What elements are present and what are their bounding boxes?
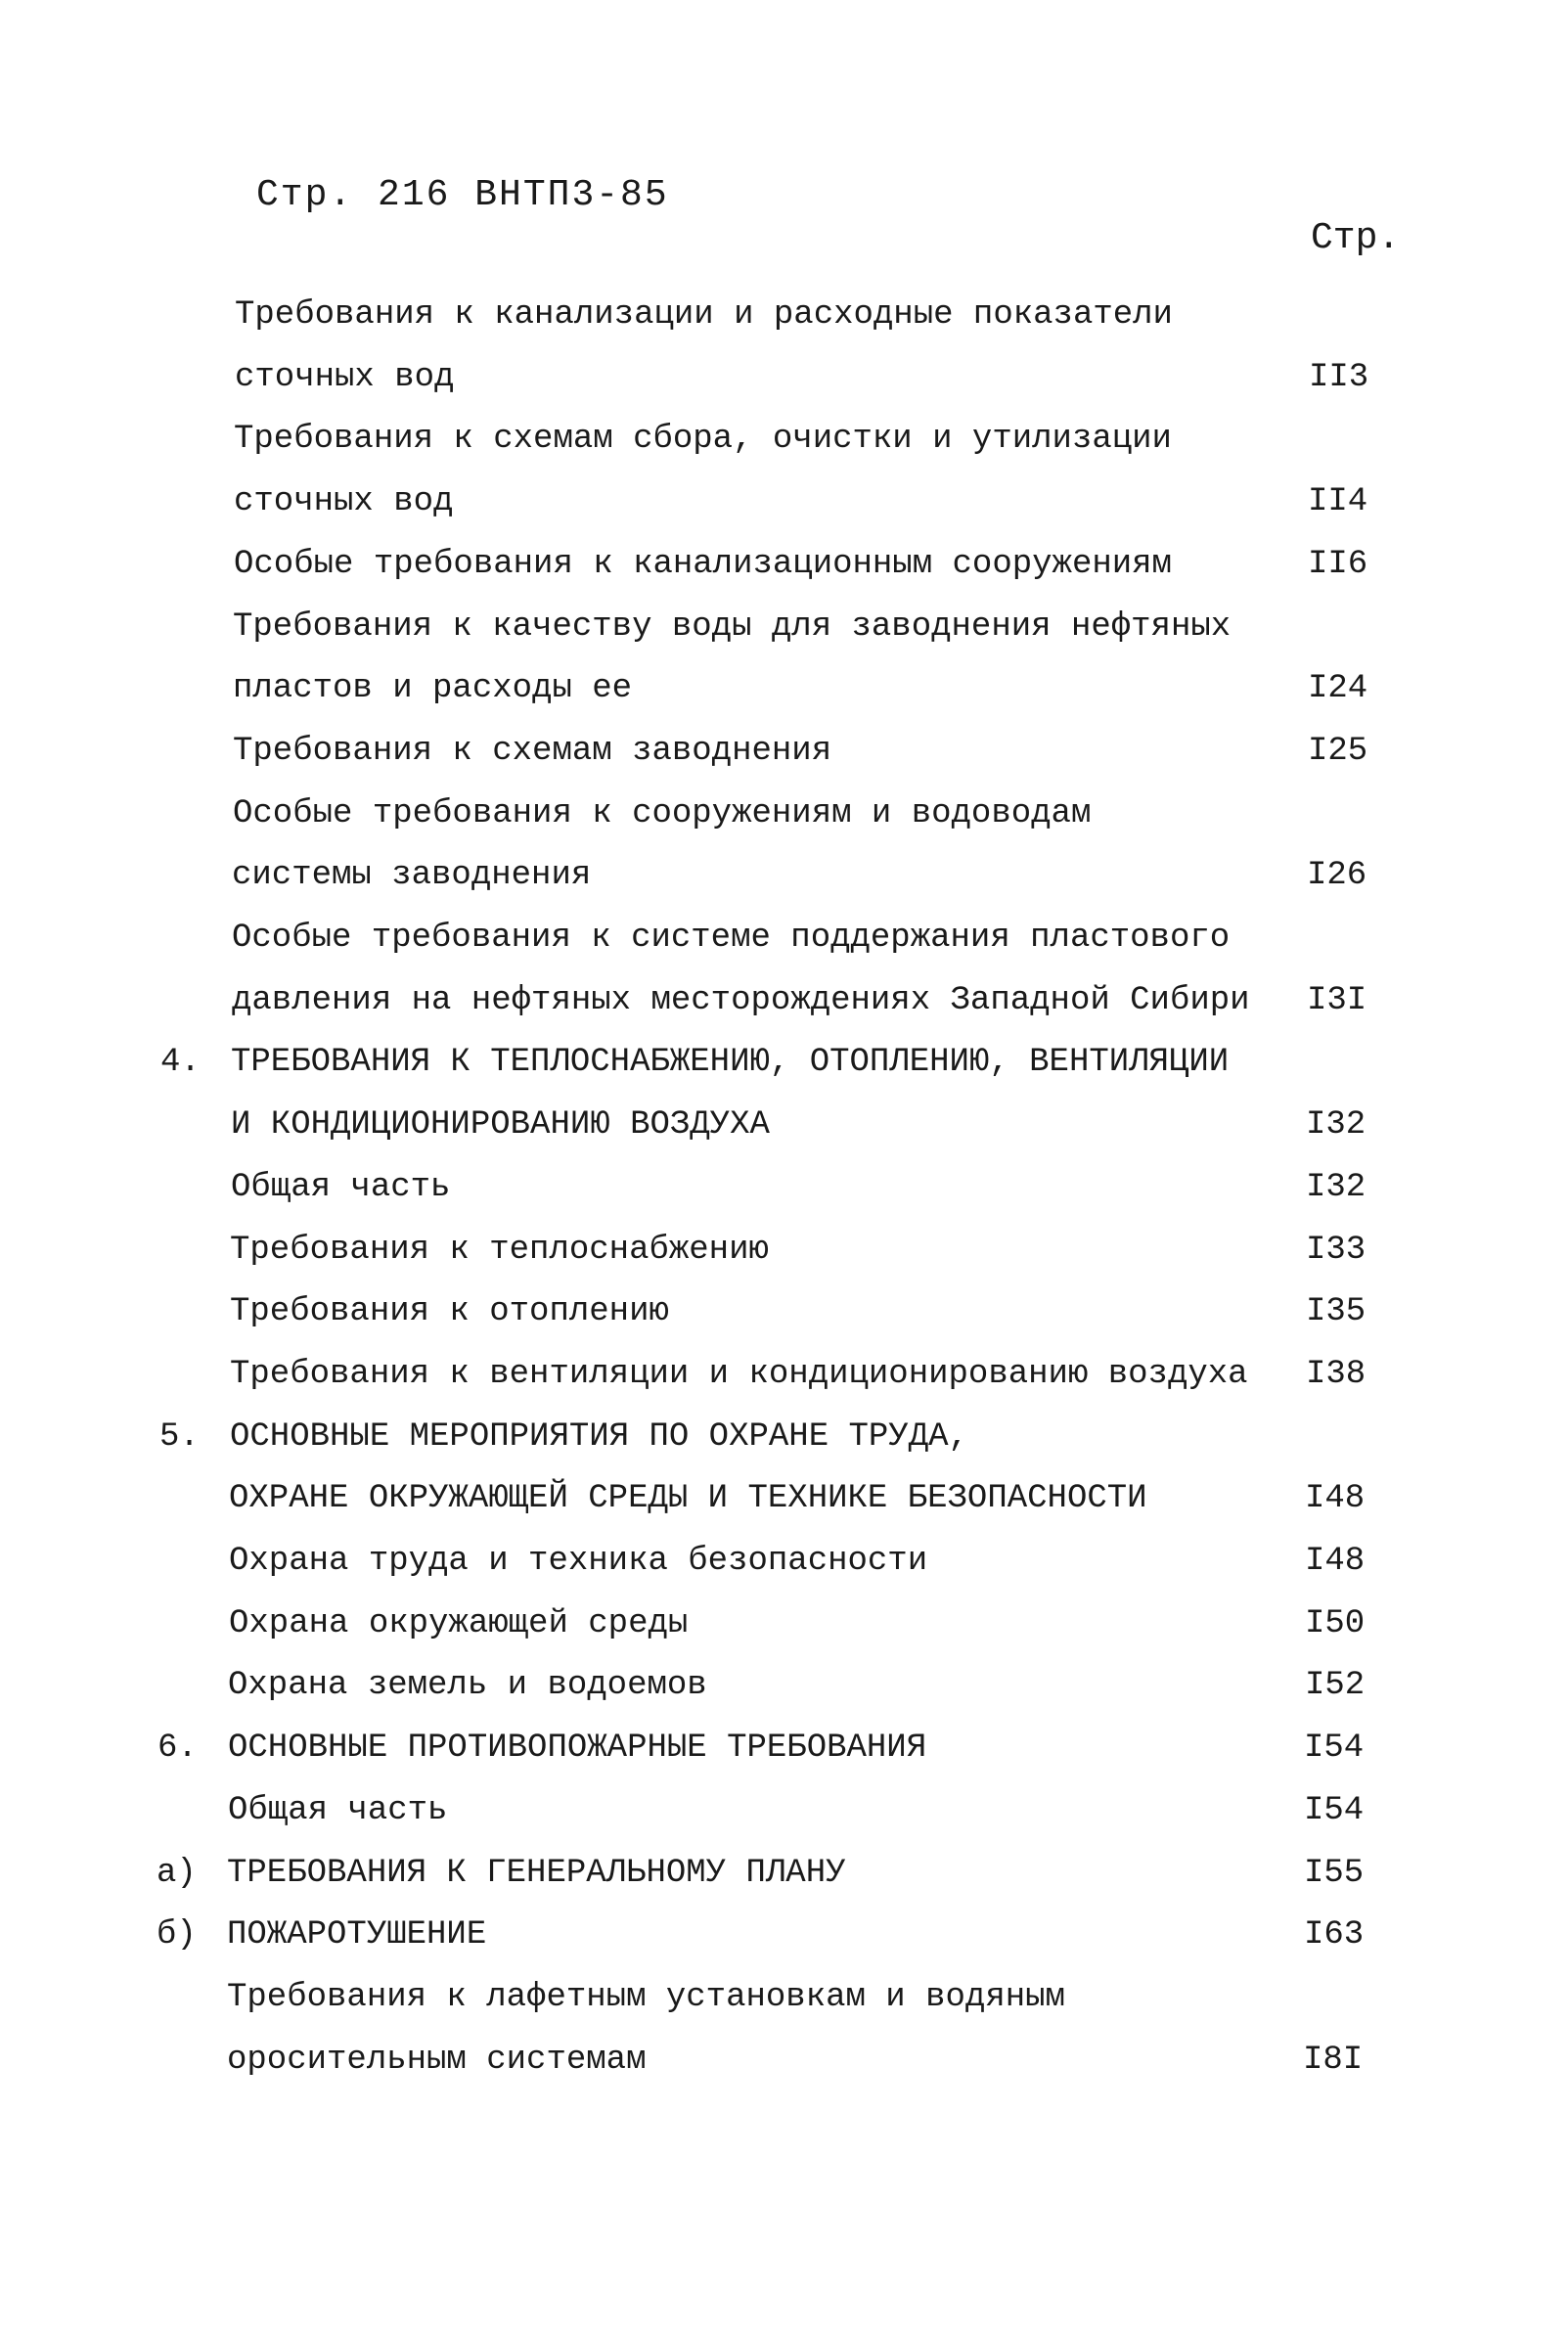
toc-page-number: II3: [1309, 359, 1369, 396]
toc-marker: 6.: [157, 1730, 198, 1767]
toc-entry-text: ТРЕБОВАНИЯ К ГЕНЕРАЛЬНОМУ ПЛАНУ: [227, 1855, 846, 1892]
toc-entry-text: И КОНДИЦИОНИРОВАНИЮ ВОЗДУХА: [231, 1106, 770, 1144]
toc-page-number: II6: [1308, 546, 1368, 583]
toc-entry-text: Охрана окружающей среды: [229, 1605, 689, 1642]
toc-entry-text: Общая часть: [228, 1792, 448, 1829]
toc-entry-text: Требования к отоплению: [230, 1293, 669, 1330]
toc-entry-text: Особые требования к системе поддержания пластового: [232, 920, 1231, 957]
toc-page-number: II4: [1308, 483, 1368, 520]
toc-entry-text: Требования к качеству воды для заводнения нефтяных: [233, 608, 1232, 646]
toc-entry-text: Требования к канализации и расходные показатели: [235, 296, 1173, 334]
toc-page-number: I54: [1304, 1730, 1365, 1767]
toc-page-number: I32: [1306, 1106, 1366, 1144]
toc-page-number: I33: [1306, 1232, 1366, 1269]
toc-entry-text: давления на нефтяных месторождениях Западной Сибири: [232, 982, 1250, 1019]
toc-page-number: I32: [1306, 1169, 1366, 1206]
toc-marker: б): [157, 1916, 197, 1954]
toc-entry-text: Особые требования к сооружениям и водоводам: [233, 795, 1092, 832]
toc-marker: 4.: [160, 1044, 201, 1081]
toc-page-number: I26: [1307, 857, 1367, 894]
toc-entry-text: Требования к теплоснабжению: [230, 1232, 769, 1269]
toc-page-number: I8I: [1303, 2042, 1364, 2079]
toc-marker: 5.: [159, 1418, 200, 1456]
toc-entry-text: Охрана земель и водоемов: [228, 1667, 707, 1704]
toc-entry-text: Требования к лафетным установкам и водяным: [227, 1979, 1065, 2016]
toc-entry-text: оросительным системам: [227, 2042, 647, 2079]
toc-entry-text: Общая часть: [231, 1169, 451, 1206]
toc-page-number: I52: [1305, 1667, 1366, 1704]
toc-page-number: I63: [1304, 1916, 1365, 1954]
toc-entry-text: Охрана труда и техника безопасности: [229, 1543, 928, 1580]
toc-page-number: I24: [1308, 670, 1368, 707]
toc-entry-text: ПОЖАРОТУШЕНИЕ: [227, 1916, 487, 1954]
toc-entry-text: сточных вод: [235, 359, 455, 396]
toc-entry-text: ОХРАНЕ ОКРУЖАЮЩЕЙ СРЕДЫ И ТЕХНИКЕ БЕЗОПАСНОСТИ: [229, 1480, 1147, 1517]
toc-entry-text: Требования к вентиляции и кондиционированию воздуха: [230, 1356, 1248, 1393]
toc-page-number: I50: [1305, 1605, 1366, 1642]
toc-entry-text: ОСНОВНЫЕ МЕРОПРИЯТИЯ ПО ОХРАНЕ ТРУДА,: [230, 1418, 968, 1456]
toc-entry-text: ОСНОВНЫЕ ПРОТИВОПОЖАРНЫЕ ТРЕБОВАНИЯ: [228, 1730, 927, 1767]
page-column-label: Стр.: [1311, 217, 1401, 259]
toc-page-number: I48: [1305, 1543, 1366, 1580]
toc-page-number: I55: [1304, 1855, 1365, 1892]
toc-entry-text: пластов и расходы ее: [233, 670, 633, 707]
toc-page-number: I54: [1304, 1792, 1365, 1829]
toc-page-number: I35: [1306, 1293, 1366, 1330]
toc-page-number: I48: [1305, 1480, 1366, 1517]
toc-page-number: I38: [1306, 1356, 1366, 1393]
toc-entry-text: системы заводнения: [232, 857, 592, 894]
page-header: Стр. 216 ВНТП3-85: [256, 174, 669, 216]
toc-entry-text: сточных вод: [234, 483, 454, 520]
toc-entry-text: Особые требования к канализационным сооружениям: [234, 546, 1172, 583]
toc-marker: а): [157, 1855, 197, 1892]
toc-entry-text: Требования к схемам заводнения: [233, 733, 832, 770]
toc-entry-text: ТРЕБОВАНИЯ К ТЕПЛОСНАБЖЕНИЮ, ОТОПЛЕНИЮ, ВЕНТИЛЯЦИИ: [231, 1044, 1230, 1081]
toc-entry-text: Требования к схемам сбора, очистки и утилизации: [234, 421, 1172, 458]
toc-page-number: I3I: [1307, 982, 1367, 1019]
toc-page-number: I25: [1308, 733, 1368, 770]
